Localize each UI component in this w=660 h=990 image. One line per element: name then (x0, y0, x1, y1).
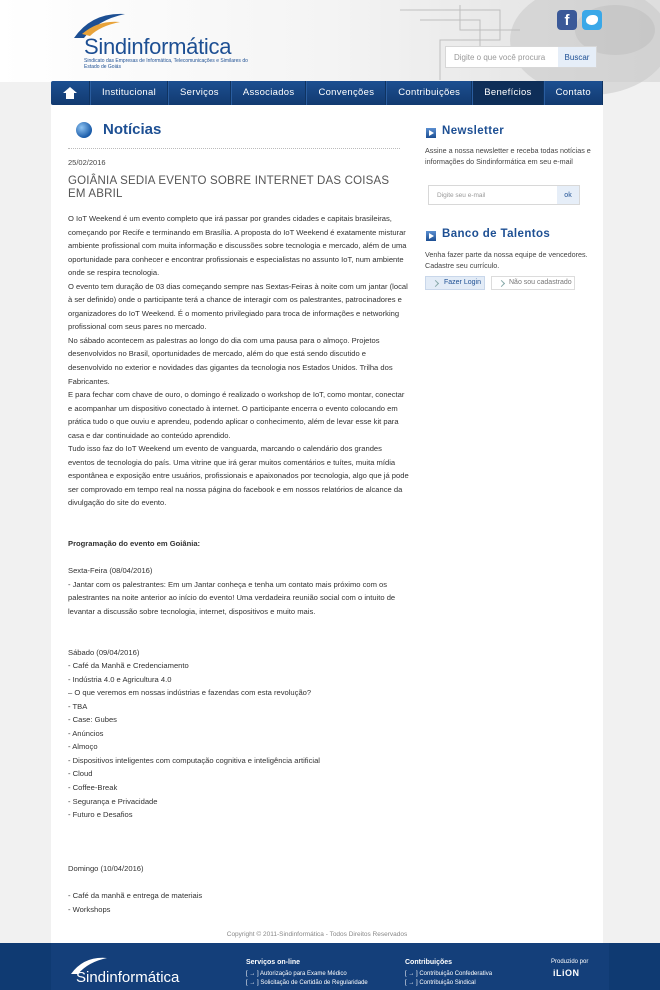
nav-item-associados[interactable]: Associados (231, 81, 307, 105)
register-button[interactable] (491, 276, 575, 290)
search-input[interactable] (446, 47, 560, 67)
main-nav (51, 81, 603, 105)
site-logo[interactable] (70, 10, 248, 70)
newsletter-form (428, 185, 580, 205)
newsletter-icon (426, 128, 436, 138)
footer-link[interactable]: [ → ] Solicitação de Certidão de Regularidade (246, 980, 368, 986)
nav-item-contato[interactable]: Contato (544, 81, 603, 105)
copyright-text: Copyright © 2011-Sindinformática - Todos Direitos Reservados (226, 931, 408, 938)
list-item: - Indústria 4.0 e Agricultura 4.0 (68, 674, 172, 684)
footer-logo[interactable]: Sindinformática (76, 969, 180, 986)
list-item: - Segurança e Privacidade (68, 796, 158, 806)
talents-text: Venha fazer parte da nossa equipe de vencedores. Cadastre seu currículo. (425, 250, 588, 270)
facebook-icon[interactable]: f (557, 10, 577, 30)
nav-item-convencoes[interactable]: Convenções (306, 81, 386, 105)
list-item: - Coffee-Break (68, 782, 118, 792)
nav-item-servicos[interactable]: Serviços (168, 81, 231, 105)
list-item: - Anúncios (68, 728, 104, 738)
login-button-label: Fazer Login (444, 279, 481, 286)
arrow-icon (432, 280, 439, 287)
list-item: - Café da manhã e entrega de materiais (68, 891, 203, 901)
list-item: - Futuro e Desafios (68, 810, 133, 820)
arrow-icon (498, 280, 505, 287)
logo-name: Sindinformática (84, 34, 232, 59)
page-title: Notícias (103, 121, 162, 138)
friday-title: Sexta-Feira (08/04/2016) (68, 566, 153, 576)
login-button[interactable] (425, 276, 485, 290)
list-item: - TBA (68, 701, 88, 711)
nav-home[interactable] (51, 81, 90, 105)
article-paragraph: O IoT Weekend é um evento completo que irá passar por grandes cidades e capitais brasileiras, começando por Recife e terminando em Brasília. A proposta do IoT Weekend é exatamente misturar ambiente profissional com muita informação e discussões sobre tecnologia e mercado, além de uma oportunidade para conhecer e encontrar profissionais e especialistas no assunto IoT, num ambiente onde se respira tecnologia. (68, 214, 407, 278)
newsletter-title: Newsletter (442, 125, 505, 137)
saturday-title: Sábado (09/04/2016) (68, 647, 140, 657)
newsletter-text: Assine a nossa newsletter e receba todas notícias e informações do Sindinformática em seu e-mail (425, 146, 591, 166)
produced-by-label: Produzido por (551, 959, 589, 965)
search-bar (445, 46, 597, 68)
list-item: - Workshops (68, 904, 111, 914)
talents-icon (426, 231, 436, 241)
sunday-title: Domingo (10/04/2016) (68, 864, 144, 874)
producer-logo[interactable]: iLiON (553, 968, 580, 978)
register-button-label: Não sou cadastrado (509, 279, 572, 286)
search-button[interactable]: Buscar (558, 47, 596, 67)
list-item: - Almoço (68, 742, 98, 752)
friday-text: - Jantar com os palestrantes: Em um Jantar conheça e tenha um contato mais próximo com os palestrantes na noite anterior ao início do evento! Uma verdadeira reunião social com o intuito de levantar a discussão sobre tecnologia, internet, dispositivos e muito mais. (68, 579, 396, 616)
article-paragraph: Tudo isso faz do IoT Weekend um evento de vanguarda, marcando o calendário dos grandes eventos de tecnologia do país. Uma vitrine que irá gerar muitos comentários e tuítes, muita mídia espontânea e exposição entre usuários, profissionais e apaixonados por tecnologia, algo que já pode ser comprovado em tempo real na nossa página do facebook e em nossos relatórios de alcance da divulgação do site do evento. (68, 444, 409, 508)
twitter-bird-icon (586, 15, 598, 25)
article-paragraph: E para fechar com chave de ouro, o domingo é realizado o workshop de IoT, como montar, conectar e acompanhar um dispositivo conectado à internet. O participante encerra o evento colocando em prática tudo o que ouviu e aprendeu, podendo aplicar o conhecimento, além de levar esse kit para casa e dar continuidade ao conteúdo aprendido. (68, 390, 405, 440)
nav-item-institucional[interactable]: Institucional (90, 81, 168, 105)
list-item: - Café da Manhã e Credenciamento (68, 661, 189, 671)
globe-icon (76, 122, 92, 138)
footer-link[interactable]: [ → ] Contribuição Confederativa (405, 971, 493, 977)
twitter-icon[interactable] (582, 10, 602, 30)
home-icon (63, 87, 77, 99)
program-title: Programação do evento em Goiânia: (68, 539, 201, 549)
footer-contrib-title: Contribuições (405, 959, 453, 966)
footer-link[interactable]: [ → ] Contribuição Sindical (405, 980, 476, 986)
newsletter-email-input[interactable] (429, 186, 557, 204)
article-body (68, 212, 410, 916)
article-paragraph: No sábado acontecem as palestras ao longo do dia com uma pausa para o almoço. Projetos desenvolvidos no Brasil, oportunidades de mercado, além do que está sendo discutido e desenvolvido no exterior e novidades das gigantes da tecnologia nos Estados Unidos. Trilha dos Fabricantes. (68, 335, 393, 386)
article-date: 25/02/2016 (68, 158, 106, 167)
list-item: - Cloud (68, 769, 93, 779)
footer-services-title: Serviços on-line (246, 959, 301, 966)
article-headline: GOIÂNIA SEDIA EVENTO SOBRE INTERNET DAS COISAS EM ABRIL (68, 175, 390, 200)
logo-tagline: Sindicato das Empresas de Informática, Telecomunicações e Similares do Estado de Goiás (84, 58, 248, 70)
footer-link[interactable]: [ → ] Autorização para Exame Médico (246, 971, 347, 977)
talents-title: Banco de Talentos (442, 228, 551, 240)
newsletter-ok-button[interactable]: ok (557, 186, 579, 204)
title-divider (68, 148, 400, 149)
list-item: - Case: Gubes (68, 715, 117, 725)
list-item: - Dispositivos inteligentes com computação cognitiva e inteligência artificial (68, 755, 320, 765)
nav-item-beneficios[interactable]: Benefícios (472, 81, 543, 105)
nav-item-contribuicoes[interactable]: Contribuições (386, 81, 472, 105)
list-item: – O que veremos em nossas indústrias e fazendas com esta revolução? (68, 688, 312, 698)
article-paragraph: O evento tem duração de 03 dias começando sempre nas Sextas-Feiras à noite com um jantar (local à ser definido) onde o participante terá a chance de interagir com os palestrantes, patrocinadores e organizadores do IoT Weekend. É o momento privilegiado para troca de informações e networking profissional com seus pares no mercado. (68, 281, 408, 332)
